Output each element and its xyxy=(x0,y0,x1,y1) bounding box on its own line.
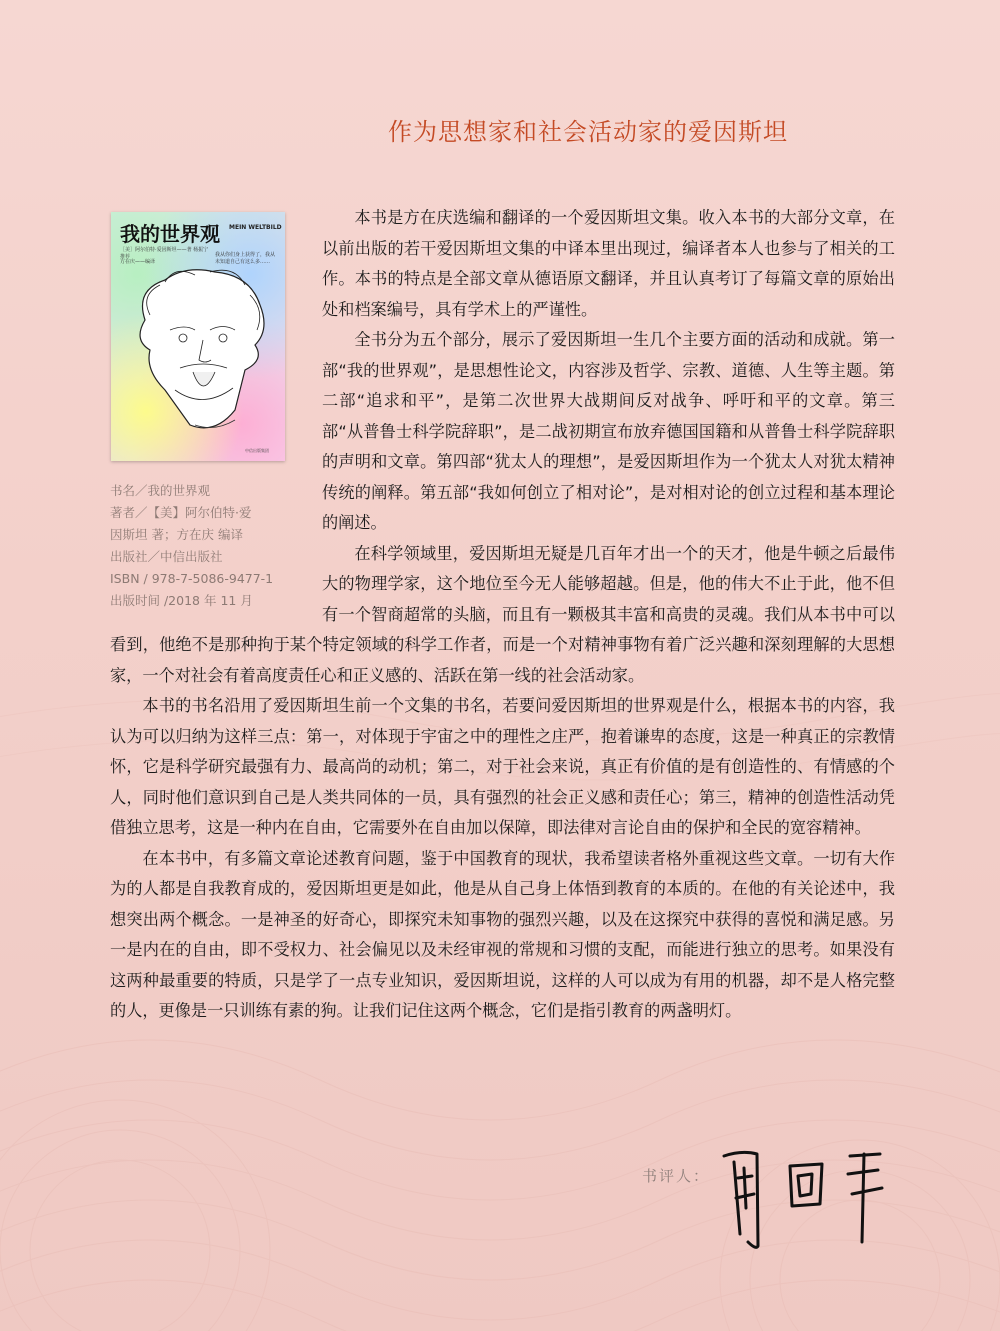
book-info-date: 出版时间 /2018 年 11 月 xyxy=(110,593,253,608)
book-info-author: 著者／【美】阿尔伯特·爱 xyxy=(110,505,252,520)
page-title: 作为思想家和社会活动家的爱因斯坦 xyxy=(388,118,788,146)
book-info-title: 书名／我的世界观 xyxy=(110,483,211,498)
paragraph: 全书分为五个部分，展示了爱因斯坦一生几个主要方面的活动和成就。第一部“我的世界观”，是思想性论文，内容涉及哲学、宗教、道德、人生等主题。第二部“追求和平”，是第二次世界大战期间反对战争、呼吁和平的文章。第三部“从普鲁士科学院辞职”，是二战初期宣布放弃德国国籍和从普鲁士科学院辞职的声明和文章。第四部“犹太人的理想”，是爱因斯坦作为一个犹太人对犹太精神传统的阐释。第五部“我如何创立了相对论”，是对相对论的创立过程和基本理论的阐述。 xyxy=(322,330,895,532)
cover-blurb: 我从你们身上获得了，我从未知道自己有这么多…… xyxy=(215,252,276,265)
paragraph: 在本书中，有多篇文章论述教育问题，鉴于中国教育的现状，我希望读者格外重视这些文章。一切有大作为的人都是自我教育成的，爱因斯坦更是如此，他是从自己身上体悟到教育的本质的。在他的有关论述中，我想突出两个概念。一是神圣的好奇心，即探究未知事物的强烈兴趣，以及在这探究中获得的喜悦和满足感。另一是内在的自由，即不受权力、社会偏见以及未经审视的常规和习惯的支配，而能进行独立的思考。如果没有这两种最重要的特质，只是学了一点专业知识，爱因斯坦说，这样的人可以成为有用的机器，却不是人格完整的人，更像是一只训练有素的狗。让我们记住这两个概念，它们是指引教育的两盏明灯。 xyxy=(110,848,895,1020)
cover-editor-line: 方在庆——编译 xyxy=(120,259,156,265)
book-info-author-cont: 因斯坦 著；方在庆 编译 xyxy=(110,527,243,542)
cover-subtitle: MEIN WELTBILD xyxy=(229,224,282,231)
book-info-isbn: ISBN / 978-7-5086-9477-1 xyxy=(110,571,274,586)
reviewer-signature xyxy=(712,1138,892,1258)
paragraph: 在科学领域里，爱因斯坦无疑是几百年才出一个的天才，他是牛顿之后最伟大的物理学家，这个地位至今无人能够超越。但是，他的伟大不止于此，他不但有一个智商超常的头脑，而且有一颗极其丰富和高贵的灵魂。我们从本书中可以看到，他绝不是那种拘于某个特定领域的科学工作者，而是一个对精神事物有着广泛兴趣和深刻理解的大思想家，一个对社会有着高度责任心和正义感的、活跃在第一线的社会活动家。 xyxy=(110,543,895,685)
cover-author-line: ［美］阿尔伯特·爱因斯坦——著 杨振宁推荐 xyxy=(120,247,209,260)
cover-spacer xyxy=(110,203,322,615)
cover-title: 我的世界观 xyxy=(120,222,220,246)
paragraph: 本书是方在庆选编和翻译的一个爱因斯坦文集。收入本书的大部分文章，在以前出版的若干爱因斯坦文集的中译本里出现过，编译者本人也参与了相关的工作。本书的特点是全部文章从德语原文翻译，并且认真考订了每篇文章的原始出处和档案编号，具有学术上的严谨性。 xyxy=(322,208,895,319)
cover-publisher: 中信出版集团 xyxy=(245,448,269,453)
review-body xyxy=(110,203,895,1027)
book-info-publisher: 出版社／中信出版社 xyxy=(110,549,223,564)
reviewer-label: 书评人： xyxy=(642,1167,711,1185)
paragraph: 本书的书名沿用了爱因斯坦生前一个文集的书名，若要问爱因斯坦的世界观是什么，根据本书的内容，我认为可以归纳为这样三点：第一，对体现于宇宙之中的理性之庄严，抱着谦卑的态度，这是一种真正的宗教情怀，它是科学研究最强有力、最高尚的动机；第二，对于社会来说，真正有价值的是有创造性的、有情感的个人，同时他们意识到自己是人类共同体的一员，具有强烈的社会正义感和责任心；第三，精神的创造性活动凭借独立思考，这是一种内在自由，它需要外在自由加以保障，即法律对言论自由的保护和全民的宽容精神。 xyxy=(110,696,895,837)
